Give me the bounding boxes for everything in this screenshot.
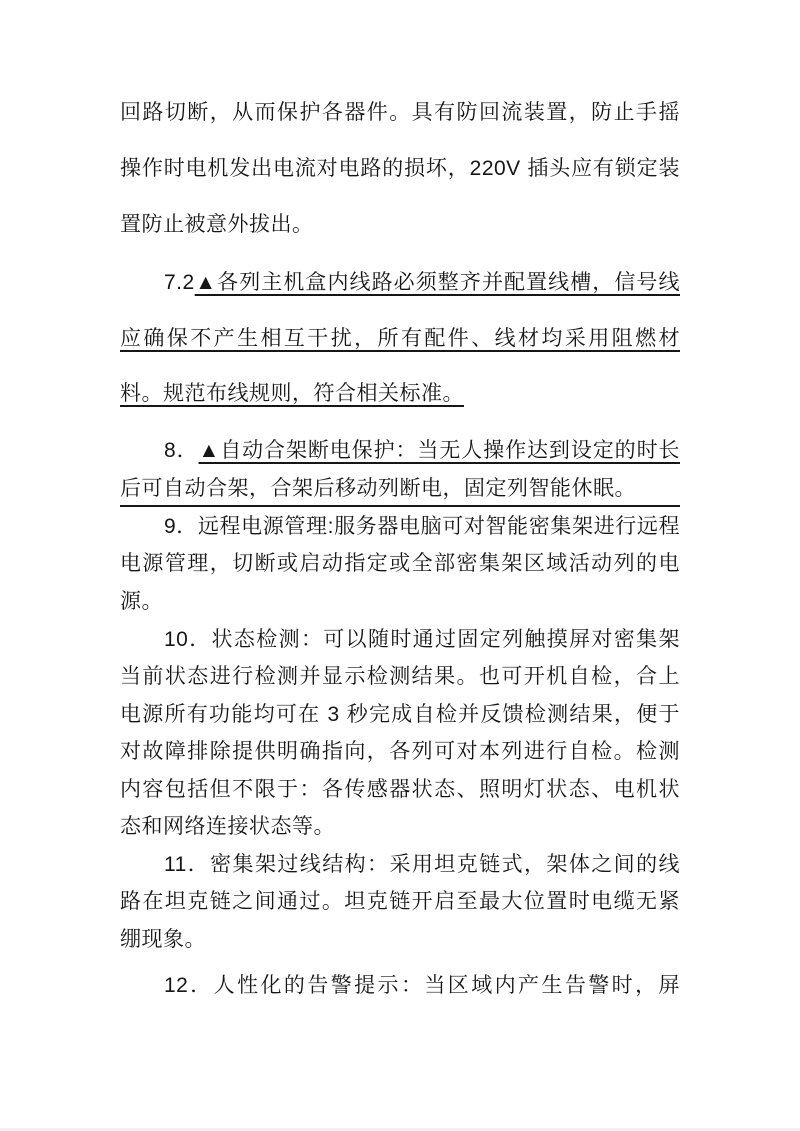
text-line: 电源管理，切断或启动指定或全部密集架区域活动列的电: [120, 552, 680, 575]
text-line: 9．远程电源管理:服务器电脑可对智能密集架进行远程: [164, 515, 680, 538]
text-line: 10．状态检测：可以随时通过固定列触摸屏对密集架: [164, 628, 680, 651]
text-line: 电源所有功能均可在 3 秒完成自检并反馈检测结果，便于: [120, 703, 680, 726]
clause-number: 7.2: [164, 271, 195, 294]
text-line: [120, 436, 680, 466]
text-line: 后可自动合架，合架后移动列断电，固定列智能休眠。: [120, 474, 680, 507]
text-line: 态和网络连接状态等。: [120, 815, 335, 838]
text-line: 内容包括但不限于：各传感器状态、照明灯状态、电机状: [120, 778, 680, 801]
text-line: [120, 268, 680, 298]
text-line: [120, 379, 680, 409]
underlined-text: ▲各列主机盒内线路必须整齐并配置线槽，信号线: [194, 271, 680, 294]
text-line: 路在坦克链之间通过。坦克链开启至最大位置时电缆无紧: [120, 890, 680, 913]
text-line: 回路切断，从而保护各器件。具有防回流装置，防止手摇: [120, 101, 680, 124]
underlined-text: ▲自动合架断电保护：当无人操作达到设定的时长: [198, 439, 680, 462]
text-line: [120, 324, 680, 354]
text-line: 当前状态进行检测并显示检测结果。也可开机自检，合上: [120, 665, 680, 688]
text-line: 置防止被意外拔出。: [120, 213, 314, 236]
underlined-text: 料。规范布线规则，符合相关标准。: [120, 382, 464, 405]
text-line: 12．人性化的告警提示：当区域内产生告警时，屏: [164, 974, 680, 997]
text-line: 对故障排除提供明确指向，各列可对本列进行自检。检测: [120, 740, 680, 763]
text-line: 11．密集架过线结构：采用坦克链式，架体之间的线: [164, 853, 680, 876]
text-line: 绷现象。: [120, 928, 206, 951]
text-line: 源。: [120, 590, 163, 613]
text-line: 操作时电机发出电流对电路的损坏，220V 插头应有锁定装: [120, 157, 680, 180]
clause-number: 8．: [164, 439, 199, 462]
underlined-text: 应确保不产生相互干扰，所有配件、线材均采用阻燃材: [120, 327, 680, 350]
